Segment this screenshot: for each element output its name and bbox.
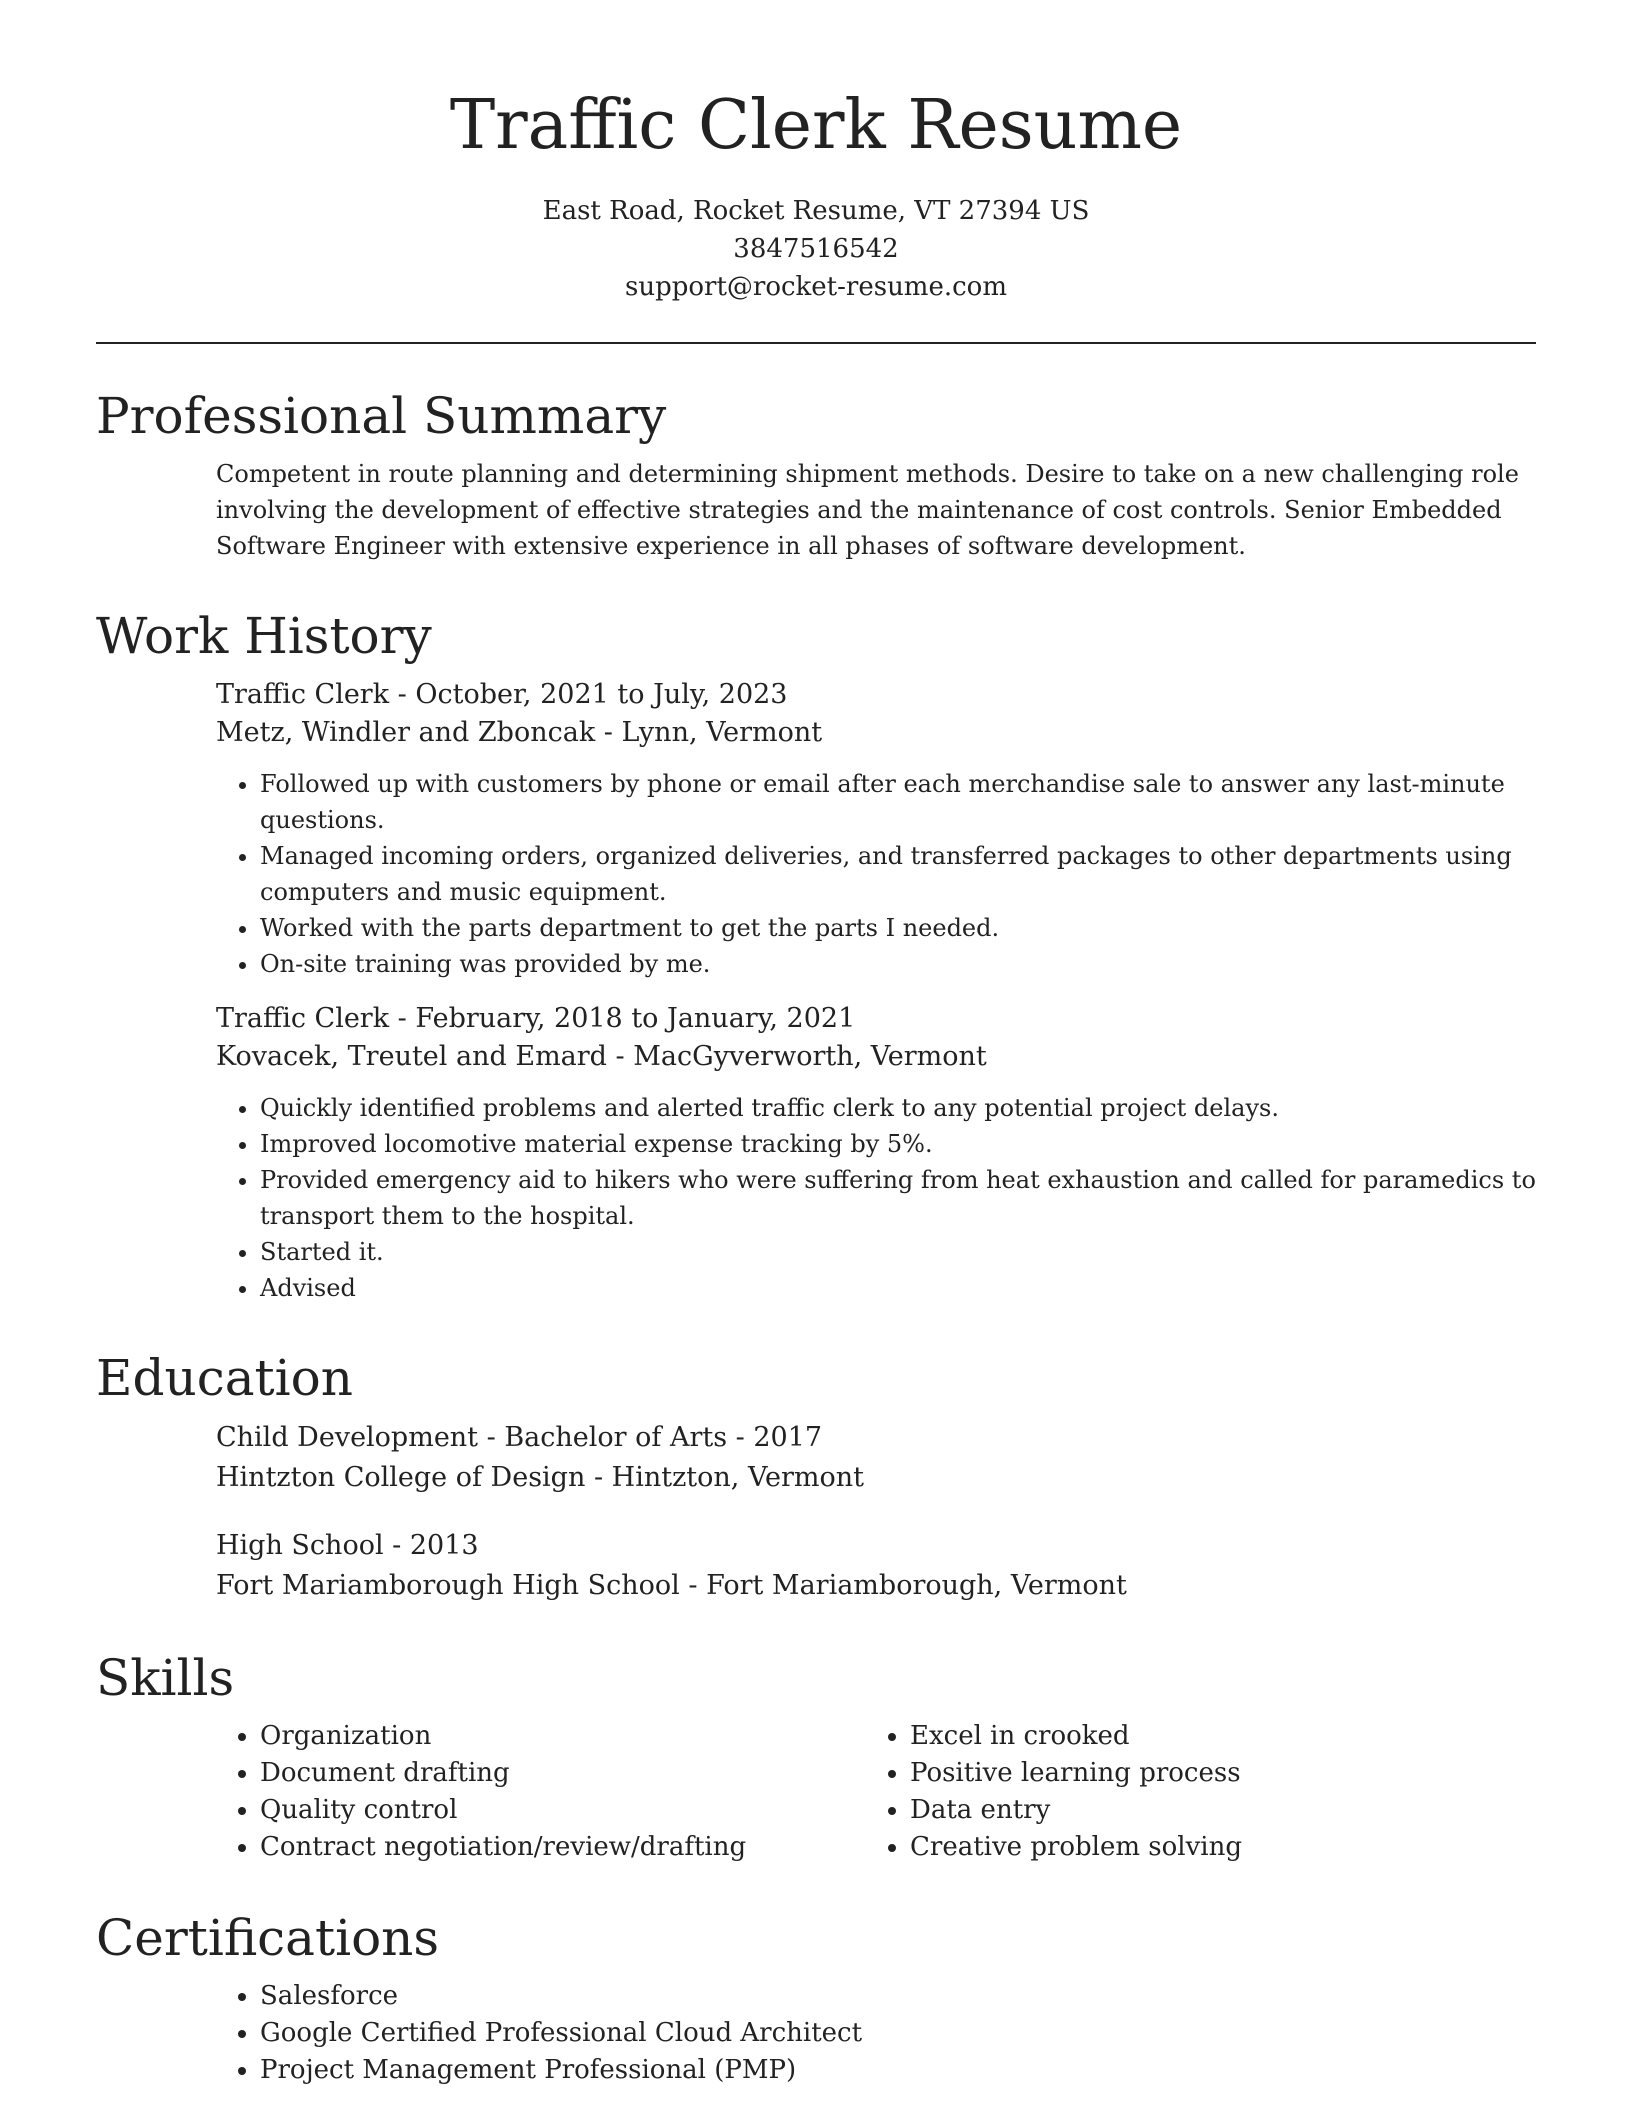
skill-item: • Positive learning process — [910, 1755, 1516, 1792]
education-degree: Child Development - Bachelor of Arts — [216, 1422, 728, 1453]
skills-column-left — [216, 1718, 866, 1866]
certification-list — [216, 1978, 1536, 2089]
contact-phone: 3847516542 — [733, 234, 899, 264]
contact-address: East Road, Rocket Resume, VT 27394 US — [542, 196, 1090, 226]
work-history-section — [216, 676, 1536, 1306]
job-bullet: • On-site training was provided by me. — [260, 946, 1536, 982]
job-location: - MacGyverworth, Vermont — [606, 1041, 987, 1072]
summary-section — [216, 456, 1536, 564]
education-year: - 2017 — [727, 1422, 823, 1453]
job-bullet: • Improved locomotive material expense tracking by 5%. — [260, 1126, 1536, 1162]
job-bullet: • Managed incoming orders, organized deliveries, and transferred packages to other departments using computers and music equipment. — [260, 838, 1536, 910]
job-company-line — [216, 1038, 1536, 1076]
job-company: Kovacek, Treutel and Emard — [216, 1041, 607, 1072]
education-entry — [216, 1418, 1536, 1498]
contact-email: support@rocket-resume.com — [624, 272, 1007, 302]
job-bullet: • Quickly identified problems and alerted traffic clerk to any potential project delays. — [260, 1090, 1536, 1126]
certification-item: • Project Management Professional (PMP) — [260, 2052, 1536, 2089]
resume-title: Traffic Clerk Resume — [449, 86, 1183, 165]
skill-item: • Document drafting — [260, 1755, 866, 1792]
job-entry — [216, 676, 1536, 982]
education-location: - Hintzton, Vermont — [585, 1462, 864, 1493]
skill-item: • Creative problem solving — [910, 1829, 1516, 1866]
job-bullets — [216, 1090, 1536, 1306]
job-title-line — [216, 1000, 1536, 1038]
resume-header — [96, 0, 1536, 306]
work-history-heading: Work History — [96, 607, 432, 665]
job-entry — [216, 1000, 1536, 1306]
certification-item: • Google Certified Professional Cloud Architect — [260, 2015, 1536, 2052]
job-role: Traffic Clerk — [216, 679, 390, 710]
job-dates: - October, 2021 to July, 2023 — [389, 679, 788, 710]
education-degree-line — [216, 1418, 1536, 1458]
skills-section — [216, 1718, 1536, 1866]
job-dates: - February, 2018 to January, 2021 — [389, 1003, 856, 1034]
skill-item: • Quality control — [260, 1792, 866, 1829]
education-section — [216, 1418, 1536, 1606]
certifications-section — [216, 1978, 1536, 2089]
job-bullet: • Followed up with customers by phone or email after each merchandise sale to answer any last-minute questions. — [260, 766, 1536, 838]
certification-item: • Salesforce — [260, 1978, 1536, 2015]
skill-item: • Organization — [260, 1718, 866, 1755]
skill-item: • Data entry — [910, 1792, 1516, 1829]
summary-heading: Professional Summary — [96, 387, 667, 445]
education-heading: Education — [96, 1349, 353, 1407]
job-bullet: • Advised — [260, 1270, 1536, 1306]
education-school: Hintzton College of Design — [216, 1462, 586, 1493]
job-company-line — [216, 714, 1536, 752]
job-company: Metz, Windler and Zboncak — [216, 717, 596, 748]
education-school-line — [216, 1566, 1536, 1606]
skills-heading: Skills — [96, 1649, 235, 1707]
job-bullet: • Worked with the parts department to get the parts I needed. — [260, 910, 1536, 946]
education-school-line — [216, 1458, 1536, 1498]
header-divider — [96, 342, 1536, 344]
education-school: Fort Mariamborough High School — [216, 1570, 680, 1601]
certifications-heading: Certifications — [96, 1909, 440, 1967]
job-bullet: • Provided emergency aid to hikers who were suffering from heat exhaustion and called for paramedics to transport them to the hospital. — [260, 1162, 1536, 1234]
skill-item: • Contract negotiation/review/drafting — [260, 1829, 866, 1866]
education-location: - Fort Mariamborough, Vermont — [679, 1570, 1127, 1601]
skills-column-right — [866, 1718, 1516, 1866]
job-title-line — [216, 676, 1536, 714]
education-year: - 2013 — [383, 1530, 479, 1561]
summary-text: Competent in route planning and determining shipment methods. Desire to take on a new challenging role involving the development of effective strategies and the maintenance of cost controls. Senior Embedded Software Engineer with extensive experience in all phases of software development. — [216, 460, 1519, 560]
education-entry — [216, 1526, 1536, 1606]
skill-item: • Excel in crooked — [910, 1718, 1516, 1755]
education-degree: High School — [216, 1530, 384, 1561]
job-role: Traffic Clerk — [216, 1003, 390, 1034]
job-bullets — [216, 766, 1536, 982]
education-degree-line — [216, 1526, 1536, 1566]
job-bullet: • Started it. — [260, 1234, 1536, 1270]
job-location: - Lynn, Vermont — [595, 717, 823, 748]
